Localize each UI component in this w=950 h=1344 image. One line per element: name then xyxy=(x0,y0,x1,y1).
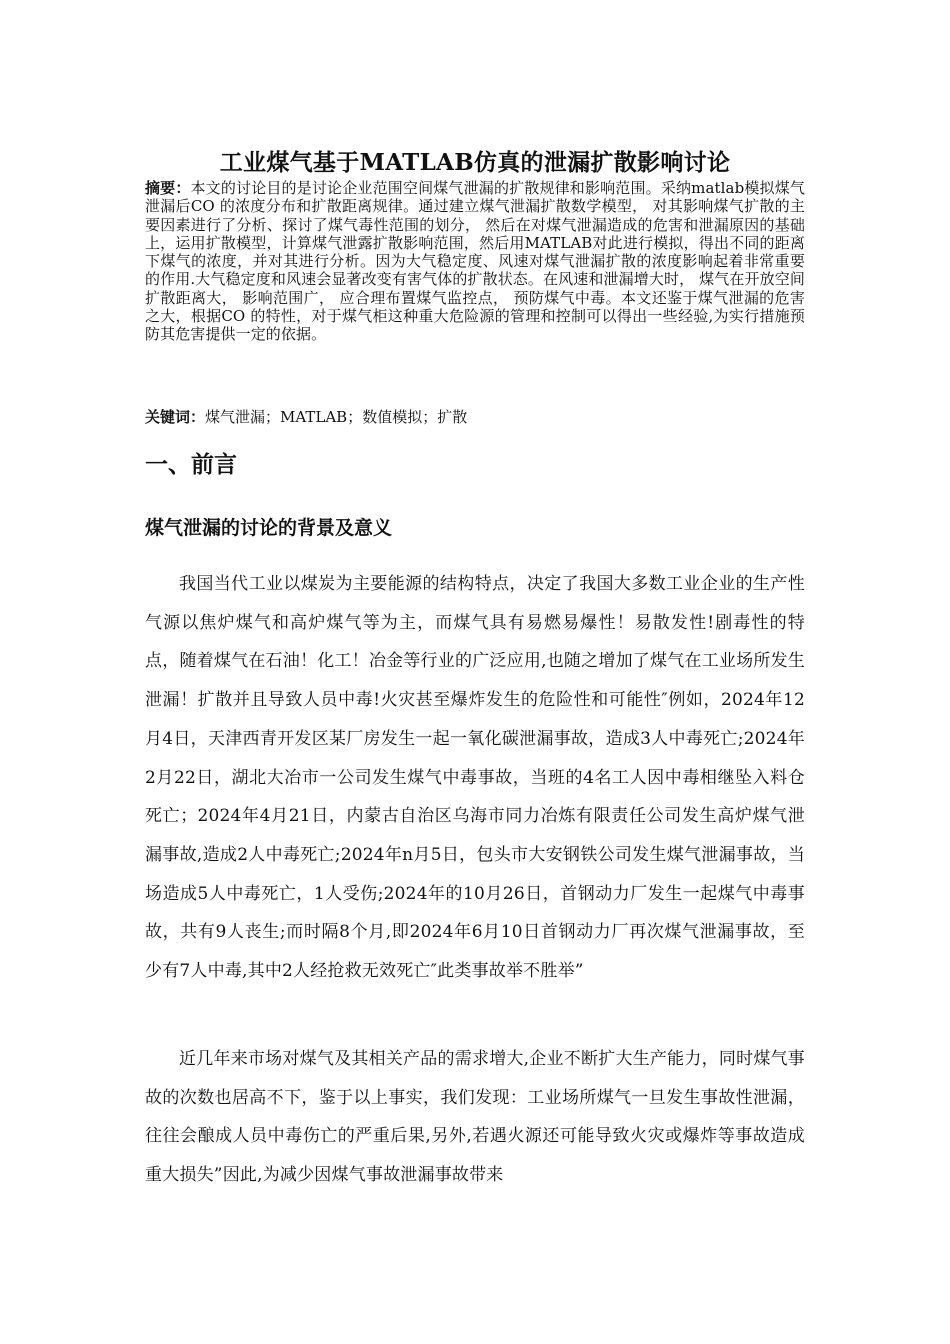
body-paragraph-2: 近几年来市场对煤气及其相关产品的需求增大,企业不断扩大生产能力，同时煤气事故的次数也居高不下，鉴于以上事实，我们发现：工业场所煤气一旦发生事故性泄漏，往往会酿成人员中毒伤亡的严重后果,另外,若遇火源还可能导致火灾或爆炸等事故造成重大损失”因此,为减少因煤气事故泄漏事故带来 xyxy=(145,1049,805,1186)
section-heading: 一、前言 xyxy=(145,451,237,478)
abstract-text: 本文的讨论目的是讨论企业范围空间煤气泄漏的扩散规律和影响范围。采纳matlab模拟煤气泄漏后CO 的浓度分布和扩散距离规律。通过建立煤气泄漏扩散数学模型， 对其影响煤气扩散的主要因素进行了分析、探讨了煤气毒性范围的划分， 然后在对煤气泄漏造成的危害和泄漏原因的基础上，运用扩散模型，计算煤气泄露扩散影响范围，然后用MATLAB对此进行模拟，得出不同的距离下煤气的浓度，并对其进行分析。因为大气稳定度、风速对煤气泄漏扩散的浓度影响起着非常重要的作用.大气稳定度和风速会显著改变有害气体的扩散状态。在风速和泄漏增大时， 煤气在开放空间扩散距离大， 影响范围广， 应合理布置煤气监控点， 预防煤气中毒。本文还鉴于煤气泄漏的危害之大，根据CO 的特性，对于煤气柜这种重大危险源的管理和控制可以得出一些经验,为实行措施预防其危害提供一定的依据。 xyxy=(145,179,805,344)
body-paragraph-1: 我国当代工业以煤炭为主要能源的结构特点，决定了我国大多数工业企业的生产性气源以焦炉煤气和高炉煤气等为主，而煤气具有易燃易爆性！易散发性!剧毒性的特点，随着煤气在石油！化工！冶金等行业的广泛应用,也随之增加了煤气在工业场所发生泄漏！扩散并且导致人员中毒!火灾甚至爆炸发生的危险性和可能性″例如，2024年12月4日，天津西青开发区某厂房发生一起一氧化碳泄漏事故，造成3人中毒死亡;2024年2月22日，湖北大冶市一公司发生煤气中毒事故，当班的4名工人因中毒相继坠入料仓死亡；2024年4月21日，内蒙古自治区乌海市同力冶炼有限责任公司发生高炉煤气泄漏事故,造成2人中毒死亡;2024年n月5日，包头市大安钢铁公司发生煤气泄漏事故，当场造成5人中毒死亡，1人受伤;2024年的10月26日，首钢动力厂发生一起煤气中毒事故，共有9人丧生;而时隔8个月,即2024年6月10日首钢动力厂再次煤气泄漏事故，至少有7人中毒,其中2人经抢救无效死亡″此类事故举不胜举” xyxy=(145,574,805,982)
keywords-label: 关键词： xyxy=(145,408,206,426)
keywords xyxy=(145,406,805,428)
abstract-label: 摘要： xyxy=(145,179,191,197)
subsection-heading: 煤气泄漏的讨论的背景及意义 xyxy=(145,517,393,539)
document-title: 工业煤气基于MATLAB仿真的泄漏扩散影响讨论 xyxy=(219,149,731,176)
keywords-text: 煤气泄漏；MATLAB；数值模拟；扩散 xyxy=(205,408,468,426)
abstract xyxy=(145,179,805,344)
